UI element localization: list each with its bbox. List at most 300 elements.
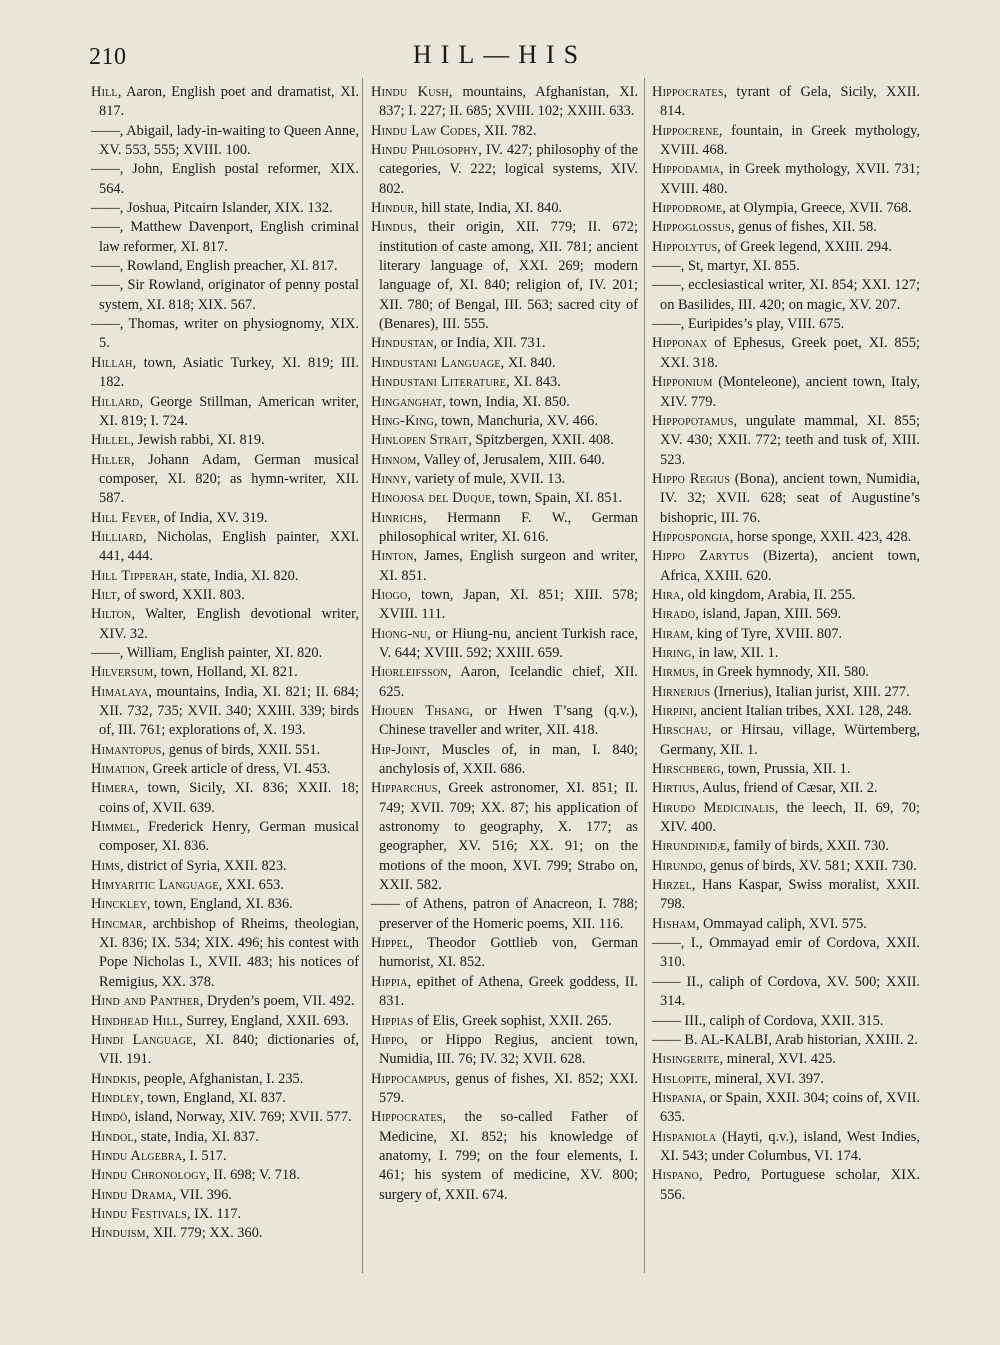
entry-references: , Dryden’s poem, VII. 492. (199, 993, 355, 1010)
entry-headword: Hiong-nu (371, 625, 428, 642)
entry-headword: Hispano (652, 1167, 699, 1184)
entry-headword: Hippo Regius (652, 470, 731, 487)
entry-references: , ungulate mammal, XI. 855; XV. 430; XXII. 772; teeth and tusk of, XIII. 523. (660, 412, 920, 468)
entry-references: (Irnerius), Italian jurist, XIII. 277. (710, 683, 910, 700)
index-entry (652, 625, 920, 644)
entry-references: , Hermann F. W., German philosophical writer, XI. 616. (379, 509, 638, 545)
entry-references: , genus of fishes, XII. 58. (730, 219, 877, 236)
entry-references: , mineral, XVI. 397. (707, 1070, 824, 1087)
entry-headword: Hippocrates (371, 1109, 443, 1126)
index-entry (91, 393, 359, 432)
index-column-3 (652, 83, 920, 1205)
entry-references: , Greek article of dress, VI. 453. (145, 761, 331, 778)
entry-references: ——, I., Ommayad emir of Cordova, XXII. 310. (652, 935, 920, 971)
index-entry (91, 586, 359, 605)
entry-references: , Greek astronomer, XI. 851; II. 749; XVII. 709; XX. 87; his application of astronomy to geography, X. 177; as geographer, XV. 516; XX. 91; on the motions of the moon, XVI. 799; Strabo on, XXII. 582. (379, 780, 638, 894)
entry-references: , epithet of Athena, Greek goddess, II. 831. (379, 973, 638, 1010)
column-divider (362, 78, 363, 1273)
entry-headword: Hindu Law Codes (371, 122, 477, 139)
entry-references: —— II., caliph of Cordova, XV. 500; XXII. 314. (652, 973, 920, 1010)
index-entry (371, 431, 638, 450)
index-entry (91, 1108, 359, 1127)
index-entry (91, 895, 359, 914)
entry-headword: Hinrichs (371, 509, 423, 526)
entry-references: , Ommayad caliph, XVI. 575. (695, 915, 867, 932)
entry-references: , Spitzbergen, XXII. 408. (468, 432, 614, 449)
index-entry (371, 199, 638, 218)
entry-headword: Hiorleifsson (371, 664, 448, 681)
index-entry (652, 683, 920, 702)
index-entry (652, 644, 920, 663)
index-entry (652, 760, 920, 779)
entry-references: , or India, XII. 731. (433, 335, 546, 352)
index-entry (652, 1031, 920, 1050)
index-entry (371, 1108, 638, 1205)
entry-references: , II. 698; V. 718. (206, 1167, 300, 1184)
index-column-2 (371, 83, 638, 1205)
entry-references: , at Olympia, Greece, XVII. 768. (722, 200, 912, 217)
entry-references: ——, St, martyr, XI. 855. (652, 258, 800, 275)
index-entry (91, 779, 359, 818)
entry-headword: Hisingerite (652, 1051, 720, 1068)
index-entry (652, 702, 920, 721)
entry-references: (Monteleone), ancient town, Italy, XIV. 779. (660, 374, 920, 410)
entry-references: , town, Asiatic Turkey, XI. 819; III. 182. (99, 354, 359, 391)
entry-references: , family of birds, XXII. 730. (726, 838, 889, 855)
entry-headword: Hirnerius (652, 683, 711, 700)
entry-headword: Hindu Drama (91, 1186, 173, 1203)
index-entry (91, 1012, 359, 1031)
index-entry (371, 1012, 638, 1031)
entry-headword: Hindu Kush (371, 84, 449, 100)
entry-references: , archbishop of Rheims, theologian, XI. 836; IX. 534; XIX. 496; his contest with Pope Nicholas I., XVII. 483; his notices of Remigius, XX. 378. (99, 915, 359, 990)
entry-references: , people, Afghanistan, I. 235. (136, 1070, 304, 1087)
entry-headword: Hippia (371, 973, 408, 990)
index-entry (371, 218, 638, 334)
entry-references: (Bizerta), ancient town, Africa, XXIII. 620. (660, 548, 921, 584)
entry-references: , town, England, XI. 837. (140, 1089, 286, 1106)
entry-headword: Hindu Philosophy (371, 142, 479, 159)
entry-headword: Hirschberg (652, 761, 721, 778)
entry-headword: Hirtius (652, 780, 696, 797)
index-entry (91, 857, 359, 876)
index-entry (91, 257, 359, 276)
entry-headword: Hillard (91, 393, 140, 410)
index-entry (652, 528, 920, 547)
entry-references: , IV. 427; philosophy of the categories, V. 222; logical systems, XIV. 802. (379, 142, 638, 197)
entry-headword: Hipparchus (371, 780, 438, 797)
index-entry (91, 992, 359, 1011)
index-entry (91, 605, 359, 644)
entry-references: , town, Holland, XI. 821. (153, 664, 298, 681)
entry-references: , genus of birds, XV. 581; XXII. 730. (702, 857, 917, 874)
entry-headword: Hindu Chronology (91, 1167, 207, 1184)
entry-headword: Himmel (91, 819, 136, 836)
index-entry (371, 412, 638, 431)
entry-headword: Hispania (652, 1089, 703, 1106)
entry-references: , XII. 779; XX. 360. (145, 1225, 263, 1242)
index-entry (91, 876, 359, 895)
entry-references: , genus of fishes, XI. 852; XXI. 579. (379, 1070, 638, 1106)
entry-headword: Hirudo Medicinalis (652, 799, 775, 816)
index-entry (91, 644, 359, 663)
entry-references: ——, Abigail, lady-in-waiting to Queen Anne, XV. 553, 555; XVIII. 100. (91, 122, 359, 159)
index-entry (91, 451, 359, 509)
entry-references: , genus of birds, XXII. 551. (161, 741, 321, 758)
index-entry (652, 1070, 920, 1089)
index-entry (652, 915, 920, 934)
index-entry (371, 354, 638, 373)
entry-references: , town, Japan, XI. 851; XIII. 578; XVIII. 111. (379, 586, 638, 623)
entry-headword: Hiller (91, 451, 131, 468)
entry-references: , Nicholas, English painter, XXI. 441, 444. (99, 528, 359, 565)
entry-references: , the leech, II. 69, 70; XIV. 400. (660, 799, 920, 836)
entry-headword: Hilversum (91, 664, 154, 681)
index-entry (652, 373, 920, 412)
index-entry (371, 489, 638, 508)
entry-headword: Hillah (91, 354, 133, 371)
index-entry (91, 315, 359, 354)
entry-headword: Hippodamia (652, 161, 720, 178)
index-entry (91, 83, 359, 122)
entry-headword: Hipponium (652, 374, 713, 391)
index-entry (371, 625, 638, 664)
entry-headword: Hippocampus (371, 1070, 447, 1087)
index-entry (371, 741, 638, 780)
entry-headword: Hippo (371, 1031, 405, 1048)
index-entry (371, 451, 638, 470)
entry-references: , Theodor Gottlieb von, German humorist, XI. 852. (379, 935, 638, 971)
entry-references: , I. 517. (182, 1147, 227, 1164)
index-entry (652, 1050, 920, 1069)
index-entry (652, 721, 920, 760)
index-entry (91, 663, 359, 682)
index-entry (91, 915, 359, 992)
entry-headword: Hislopite (652, 1070, 708, 1087)
entry-headword: Hilt (91, 586, 117, 603)
entry-references: , horse sponge, XXII. 423, 428. (729, 528, 912, 545)
entry-headword: Hinnom (371, 451, 417, 468)
index-entry (91, 431, 359, 450)
entry-headword: Hirmus (652, 664, 696, 681)
index-entry (91, 1205, 359, 1224)
entry-references: ——, Rowland, English preacher, XI. 817. (91, 258, 338, 275)
entry-headword: Hispaniola (652, 1128, 717, 1145)
entry-references: , state, India, XI. 837. (133, 1128, 259, 1145)
entry-headword: Hippoglossus (652, 219, 731, 236)
entry-references: , town, Spain, XI. 851. (491, 490, 623, 507)
entry-references: , or Hippo Regius, ancient town, Numidia, III. 76; IV. 32; XVII. 628. (379, 1031, 638, 1068)
index-entry (91, 683, 359, 741)
entry-references: , of Greek legend, XXIII. 294. (717, 238, 892, 255)
entry-references: , town, England, XI. 836. (146, 896, 293, 913)
index-entry (652, 799, 920, 838)
entry-headword: Hinny (371, 470, 408, 487)
entry-headword: Hindur (371, 200, 415, 217)
entry-headword: Hinton (371, 548, 414, 565)
entry-references: , James, English surgeon and writer, XI. 851. (379, 548, 638, 584)
index-entry (371, 393, 638, 412)
entry-references: , of sword, XXII. 803. (116, 586, 245, 603)
entry-headword: Hippolytus (652, 238, 718, 255)
index-entry (371, 470, 638, 489)
index-entry (371, 1031, 638, 1070)
index-entry (91, 122, 359, 161)
entry-headword: Hippodrome (652, 200, 723, 217)
index-entry (652, 973, 920, 1012)
entry-references: , or Hwen T’sang (q.v.), Chinese traveller and writer, XII. 418. (379, 703, 638, 739)
entry-headword: Hill Fever (91, 509, 157, 526)
index-entry (371, 895, 638, 934)
index-entry (371, 547, 638, 586)
entry-references: , their origin, XII. 779; II. 672; institution of caste among, XII. 781; ancient literary language of, XXI. 269; modern language of, XI. 840; religion of, IV. 201; XII. 780; of Bengal, III. 563; sacred city of (Benares), III. 555. (379, 219, 638, 333)
index-entry (91, 741, 359, 760)
entry-headword: Hindhead Hill (91, 1012, 180, 1029)
index-column-1 (91, 83, 359, 1244)
entry-references: , Aulus, friend of Cæsar, XII. 2. (695, 780, 878, 797)
entry-references: , or Hiung-nu, ancient Turkish race, V. 644; XVIII. 592; XXIII. 659. (379, 625, 638, 661)
entry-references: , in law, XII. 1. (691, 644, 779, 661)
entry-headword: Hippias (371, 1012, 414, 1029)
index-entry (652, 83, 920, 122)
index-entry (652, 470, 920, 528)
index-entry (91, 1224, 359, 1243)
index-entry (652, 315, 920, 334)
entry-references: , Frederick Henry, German musical composer, XI. 836. (99, 819, 359, 855)
index-entry (91, 354, 359, 393)
index-entry (652, 218, 920, 237)
entry-references: , island, Norway, XIV. 769; XVII. 577. (127, 1109, 352, 1126)
index-entry (371, 122, 638, 141)
index-entry (652, 605, 920, 624)
entry-headword: Hirundinidæ (652, 838, 727, 855)
entry-headword: Hindi Language (91, 1031, 193, 1048)
index-entry (91, 199, 359, 218)
index-entry (371, 373, 638, 392)
index-entry (91, 218, 359, 257)
entry-headword: Hing-King (371, 412, 434, 429)
entry-headword: Hindus (371, 219, 414, 236)
entry-references: , Johann Adam, German musical composer, XI. 820; as hymn-writer, XII. 587. (99, 451, 359, 507)
index-entry (652, 934, 920, 973)
entry-references: , ancient Italian tribes, XXI. 128, 248. (693, 703, 912, 719)
entry-headword: Hindkis (91, 1070, 137, 1087)
entry-references: , tyrant of Gela, Sicily, XXII. 814. (660, 84, 920, 120)
entry-headword: Hirundo (652, 857, 703, 874)
entry-references: , king of Tyre, XVIII. 807. (689, 625, 843, 642)
entry-headword: Hiram (652, 625, 690, 642)
index-entry (371, 973, 638, 1012)
entry-headword: Hinganghat (371, 393, 443, 410)
index-entry (652, 547, 920, 586)
entry-references: , Jewish rabbi, XI. 819. (130, 432, 265, 449)
entry-headword: Hinduism (91, 1225, 146, 1242)
entry-references: , island, Japan, XIII. 569. (695, 606, 842, 623)
entry-references: , VII. 396. (172, 1186, 232, 1203)
index-entry (652, 257, 920, 276)
entry-headword: Hiring (652, 644, 692, 661)
index-entry (91, 160, 359, 199)
entry-headword: Himera (91, 780, 135, 797)
index-entry (371, 779, 638, 895)
entry-references: , XI. 840; dictionaries of, VII. 191. (99, 1031, 359, 1068)
entry-headword: Hindu Festivals (91, 1205, 187, 1222)
entry-references: ——, Thomas, writer on physiognomy, XIX. 5. (91, 316, 359, 352)
entry-references: , mineral, XVI. 425. (719, 1051, 836, 1068)
entry-references: , of India, XV. 319. (156, 509, 268, 526)
entry-references: , town, Manchuria, XV. 466. (433, 412, 598, 429)
entry-references: , XXI. 653. (218, 877, 284, 894)
entry-references: , in Greek mythology, XVII. 731; XVIII. 480. (660, 161, 920, 197)
entry-headword: Hirzel (652, 877, 692, 894)
index-entry (652, 857, 920, 876)
entry-references: , or Hirsau, village, Würtemberg, Germany, XII. 1. (660, 722, 920, 758)
entry-references: , Aaron, English poet and dramatist, XI. 817. (99, 84, 359, 120)
index-entry (371, 934, 638, 973)
entry-references: , hill state, India, XI. 840. (414, 200, 563, 217)
entry-references: of Elis, Greek sophist, XXII. 265. (413, 1012, 612, 1029)
index-entry (371, 663, 638, 702)
page-number: 210 (89, 44, 127, 70)
entry-headword: Hindol (91, 1128, 134, 1145)
entry-references: —— III., caliph of Cordova, XXII. 315. (652, 1012, 884, 1029)
entry-headword: Hippocrene (652, 122, 719, 139)
entry-references: , Aaron, Icelandic chief, XII. 625. (379, 664, 638, 700)
entry-references: ——, William, English painter, XI. 820. (91, 644, 323, 661)
index-entry (371, 702, 638, 741)
index-entry (91, 1166, 359, 1185)
entry-references: , fountain, in Greek mythology, XVIII. 468. (660, 122, 920, 159)
entry-references: , Walter, English devotional writer, XIV. 32. (99, 606, 359, 642)
index-entry (91, 276, 359, 315)
index-entry (652, 276, 920, 315)
entry-headword: Hira (652, 586, 681, 603)
entry-references: of Ephesus, Greek poet, XI. 855; XXI. 318. (660, 335, 920, 371)
entry-headword: Hippospongia (652, 528, 730, 545)
entry-references: , IX. 117. (186, 1205, 242, 1222)
index-entry (652, 1166, 920, 1205)
entry-references: , town, Sicily, XI. 836; XXII. 18; coins of, XVII. 639. (99, 780, 359, 816)
index-entry (652, 334, 920, 373)
index-entry (91, 1147, 359, 1166)
entry-references: , XI. 843. (506, 374, 561, 391)
entry-references: ——, John, English postal reformer, XIX. 564. (91, 161, 359, 197)
index-entry (371, 141, 638, 199)
index-entry (652, 1089, 920, 1128)
entry-references: , Muscles of, in man, I. 840; anchylosis of, XXII. 686. (379, 741, 638, 778)
entry-headword: Hindö (91, 1109, 128, 1126)
entry-headword: Hillel (91, 432, 131, 449)
entry-references: , Pedro, Portuguese scholar, XIX. 556. (660, 1167, 920, 1203)
entry-headword: Himantopus (91, 741, 162, 758)
entry-headword: Hindustani Literature (371, 374, 507, 391)
entry-headword: Hilliard (91, 528, 143, 545)
entry-references: —— of Athens, patron of Anacreon, I. 788; preserver of the Homeric poems, XII. 116. (371, 896, 638, 932)
index-entry (652, 663, 920, 682)
entry-references: , town, India, XI. 850. (442, 393, 570, 410)
index-entry (91, 1031, 359, 1070)
entry-headword: Himyaritic Language (91, 877, 219, 894)
entry-headword: Hindu Algebra (91, 1147, 183, 1164)
entry-references: ——, Euripides’s play, VIII. 675. (652, 316, 845, 333)
entry-headword: Himation (91, 761, 146, 778)
entry-headword: Hinckley (91, 896, 147, 913)
entry-headword: Hincmar (91, 915, 143, 932)
index-entry (91, 1070, 359, 1089)
index-entry (652, 238, 920, 257)
entry-references: , town, Prussia, XII. 1. (720, 761, 851, 778)
index-entry (652, 412, 920, 470)
index-entry (652, 199, 920, 218)
index-entry (371, 1070, 638, 1109)
entry-headword: Hind and Panther (91, 993, 200, 1010)
index-entry (371, 586, 638, 625)
index-entry (371, 509, 638, 548)
entry-references: (Hayti, q.v.), island, West Indies, XI. 543; under Columbus, VI. 174. (660, 1128, 920, 1164)
entry-references: , Valley of, Jerusalem, XIII. 640. (416, 451, 605, 468)
entry-headword: Hipponax (652, 335, 708, 352)
entry-references: , old kingdom, Arabia, II. 255. (680, 586, 856, 603)
column-divider (644, 78, 645, 1273)
entry-references: , variety of mule, XVII. 13. (407, 470, 566, 487)
entry-references: , state, India, XI. 820. (173, 567, 299, 584)
entry-headword: Hippo Zarytus (652, 548, 750, 565)
index-entry (652, 122, 920, 161)
index-entry (91, 818, 359, 857)
entry-headword: Hippel (371, 935, 410, 952)
index-entry (371, 334, 638, 353)
index-entry (91, 760, 359, 779)
entry-references: , or Spain, XXII. 304; coins of, XVII. 635. (660, 1089, 920, 1126)
entry-references: (Bona), ancient town, Numidia, IV. 32; XVII. 628; seat of Augustine’s bishopric, III. 76. (660, 470, 920, 526)
entry-headword: Hill Tipperah (91, 567, 174, 584)
index-entry (91, 509, 359, 528)
entry-references: —— B. AL-KALBI, Arab historian, XXIII. 2. (652, 1031, 918, 1048)
entry-references: ——, Joshua, Pitcairn Islander, XIX. 132. (91, 200, 333, 217)
entry-headword: Hisham (652, 915, 696, 932)
index-entry (652, 586, 920, 605)
entry-headword: Himalaya (91, 683, 149, 700)
index-entry (652, 779, 920, 798)
entry-references: , district of Syria, XXII. 823. (119, 857, 287, 874)
entry-headword: Hindustani Language (371, 354, 501, 371)
entry-references: ——, Sir Rowland, originator of penny postal system, XI. 818; XIX. 567. (91, 277, 359, 313)
index-entry (91, 567, 359, 586)
entry-headword: Hims (91, 857, 120, 874)
entry-references: , XI. 840. (500, 354, 556, 371)
entry-headword: Hirado (652, 606, 696, 623)
entry-headword: Hippopotamus (652, 412, 734, 429)
index-entry (652, 837, 920, 856)
index-entry (91, 1089, 359, 1108)
entry-references: , Hans Kaspar, Swiss moralist, XXII. 798. (660, 877, 920, 913)
index-entry (652, 1128, 920, 1167)
entry-headword: Hinlopen Strait (371, 432, 469, 449)
entry-references: ——, ecclesiastical writer, XI. 854; XXI. 127; on Basilides, III. 420; on magic, XV. 207. (652, 277, 920, 313)
entry-references: , the so-called Father of Medicine, XI. 852; his knowledge of anatomy, I. 799; on the four elements, I. 461; his system of medicine, XV. 800; surgery of, XXII. 674. (379, 1109, 638, 1203)
index-entry (91, 528, 359, 567)
entry-references: ——, Matthew Davenport, English criminal law reformer, XI. 817. (91, 219, 359, 255)
entry-references: , George Stillman, American writer, XI. 819; I. 724. (99, 393, 359, 429)
entry-headword: Hippocrates (652, 84, 724, 100)
entry-headword: Hinojosa del Duque (371, 490, 492, 507)
entry-references: , XII. 782. (476, 122, 537, 139)
entry-references: , mountains, Afghanistan, XI. 837; I. 227; II. 685; XVIII. 102; XXIII. 633. (379, 84, 638, 120)
entry-headword: Hiouen Thsang (371, 703, 470, 719)
entry-headword: Hip-Joint (371, 741, 427, 758)
entry-headword: Hiogo (371, 586, 408, 603)
entry-headword: Hindustan (371, 335, 434, 352)
